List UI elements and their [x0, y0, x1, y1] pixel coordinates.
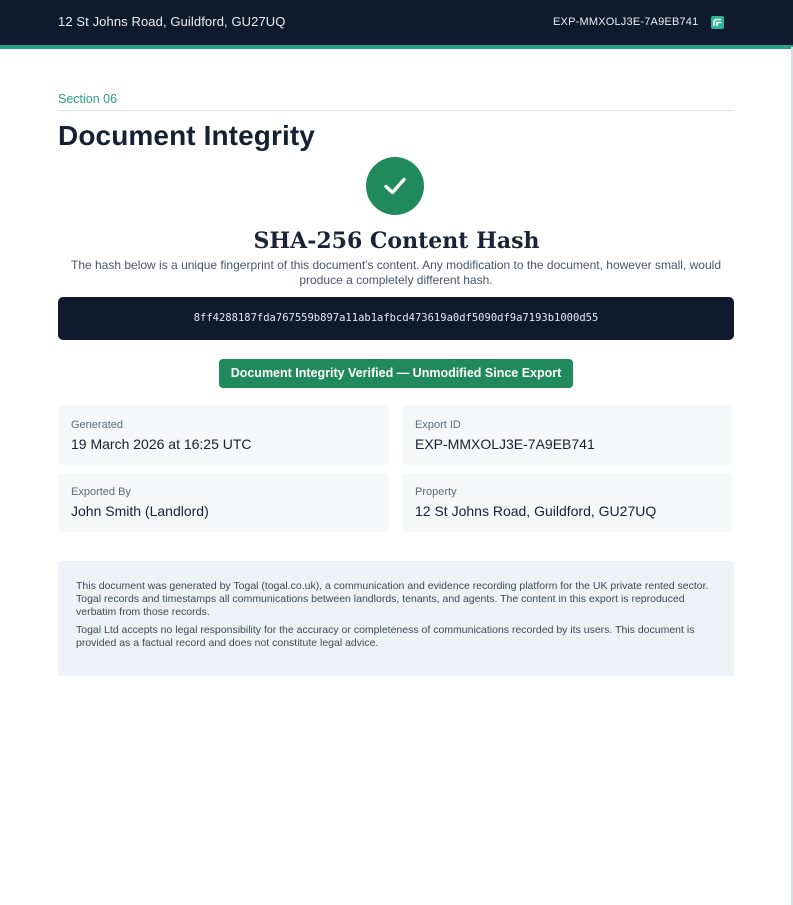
detail-value: 19 March 2026 at 16:25 UTC [71, 436, 252, 452]
detail-value: EXP-MMXOLJ3E-7A9EB741 [415, 436, 595, 452]
hash-value: 8ff4288187fda767559b897a11ab1afbcd473619a0df5090df9a7193b1000d55 [58, 297, 734, 340]
header-property-address: 12 St Johns Road, Guildford, GU27UQ [58, 14, 286, 29]
hash-description: The hash below is a unique fingerprint of this document's content. Any modification to the document, however small, would produce a completely different hash. [71, 258, 721, 287]
togal-logo-icon [711, 16, 724, 29]
detail-value: John Smith (Landlord) [71, 503, 209, 519]
page-title: Document Integrity [58, 120, 315, 151]
detail-value: 12 St Johns Road, Guildford, GU27UQ [415, 503, 657, 519]
detail-card-export-id [402, 406, 733, 465]
hash-title: SHA-256 Content Hash [253, 228, 540, 254]
detail-label: Exported By [71, 486, 131, 498]
disclaimer-box [58, 561, 734, 676]
header-accent-line [0, 45, 793, 49]
detail-card-generated [58, 406, 389, 465]
disclaimer-paragraph: Togal Ltd accepts no legal responsibility for the accuracy or completeness of communications recorded by its users. This document is provided as a factual record and does not constitute legal advice. [76, 624, 695, 649]
verified-badge: Document Integrity Verified — Unmodified Since Export [219, 359, 573, 388]
detail-label: Property [415, 486, 457, 498]
check-icon [366, 157, 424, 215]
document-header [0, 0, 793, 45]
detail-card-property [402, 473, 733, 532]
header-export-id: EXP-MMXOLJ3E-7A9EB741 [553, 16, 699, 28]
disclaimer-paragraph: This document was generated by Togal (togal.co.uk), a communication and evidence recording platform for the UK private rented sector. Togal records and timestamps all communications between landlords, tenants, and agents. The content in this export is reproduced verbatim from those records. [76, 580, 709, 618]
detail-card-exported-by [58, 473, 389, 532]
detail-label: Export ID [415, 419, 461, 431]
section-divider [58, 110, 734, 111]
detail-label: Generated [71, 419, 123, 431]
section-label: Section 06 [58, 92, 118, 106]
